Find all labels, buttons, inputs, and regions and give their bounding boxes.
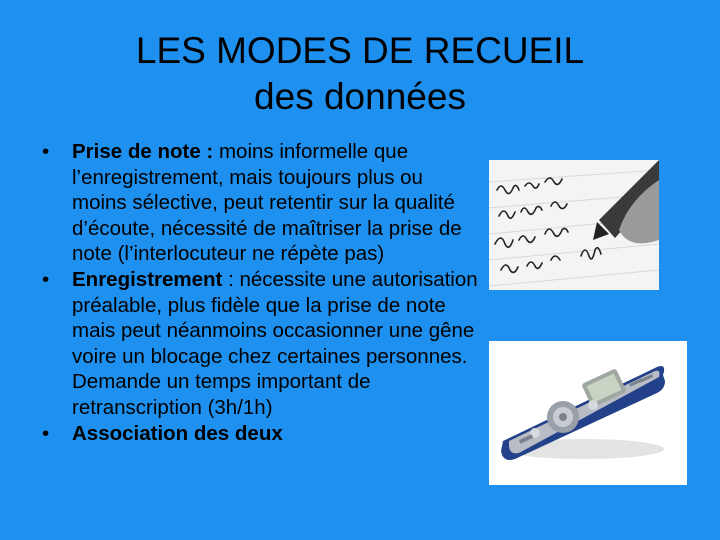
bullet-icon: • <box>42 421 50 445</box>
bullet-item <box>40 267 480 421</box>
bullet-heading: Association des deux <box>72 421 283 445</box>
recorder-image <box>489 341 687 485</box>
bullet-icon: • <box>42 267 50 291</box>
bullet-item <box>40 139 480 267</box>
title-line-1: LES MODES DE RECUEIL <box>135 30 585 71</box>
slide-title <box>0 28 720 120</box>
bullet-heading: Enregistrement <box>72 267 223 291</box>
handwriting-image <box>489 160 659 290</box>
bullet-text: : nécessite une autorisation préalable, plus fidèle que la prise de note mais peut néanmoins occasionner une gêne voire un blocage chez certaines personnes. Demande un temps important de retranscription (3h/1h) <box>72 267 478 419</box>
bullet-heading: Prise de note : <box>72 140 214 163</box>
bullet-list <box>40 139 480 446</box>
bullet-text: moins informelle que l’enregistrement, mais toujours plus ou moins sélective, peut retentir sur la qualité d’écoute, nécessité de maîtriser la prise de note (l’interlocuteur ne répète pas) <box>72 140 462 266</box>
handwriting-photo-icon <box>489 160 659 290</box>
voice-recorder-photo-icon <box>489 341 687 485</box>
title-line-2: des données <box>254 76 466 117</box>
bullet-icon: • <box>42 140 50 163</box>
bullet-item <box>40 421 480 447</box>
